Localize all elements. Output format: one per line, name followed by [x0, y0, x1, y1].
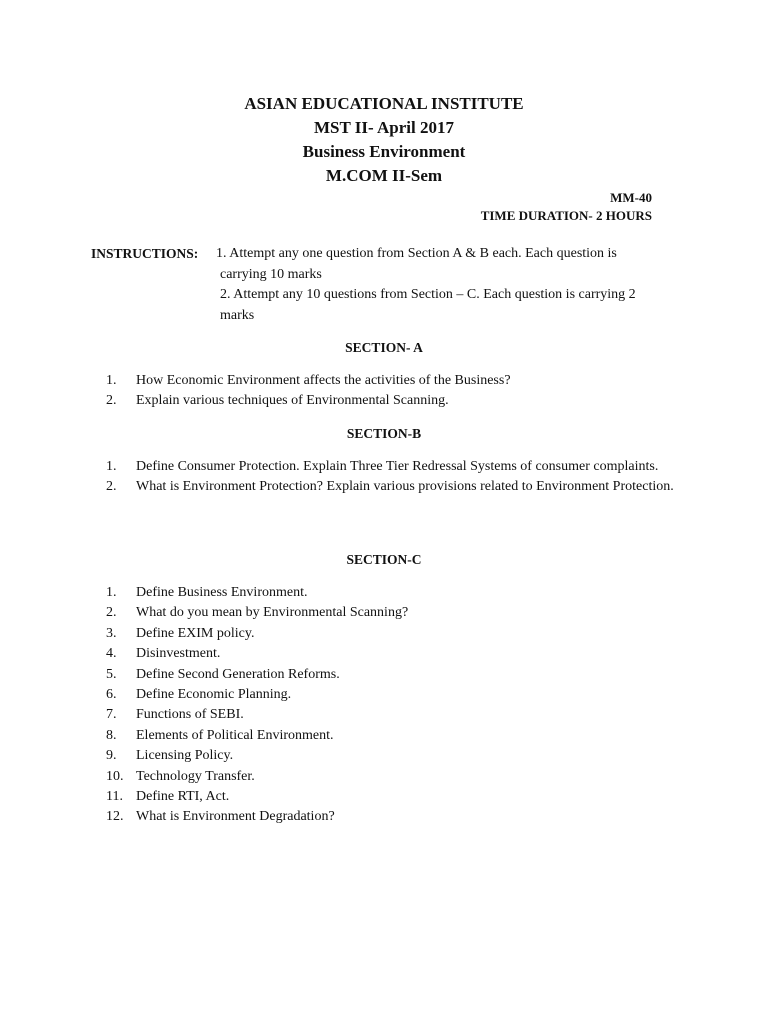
question-item [106, 787, 677, 807]
question-item [106, 603, 677, 623]
instruction-2: 2. Attempt any 10 questions from Section – C. Each question is carrying 2 marks [220, 287, 636, 323]
question-text: Technology Transfer. [136, 768, 255, 784]
question-text: Define Consumer Protection. Explain Three Tier Redressal Systems of consumer complaints. [136, 459, 659, 474]
exam-title: MST II- April 2017 [314, 118, 454, 137]
max-marks: MM-40 [610, 190, 652, 205]
question-item [106, 767, 677, 787]
question-item [106, 746, 677, 766]
question-number: 9. [106, 748, 117, 764]
question-number: 5. [106, 666, 117, 682]
institute-name: ASIAN EDUCATIONAL INSTITUTE [244, 94, 524, 113]
question-text: What is Environment Degradation? [136, 809, 335, 825]
question-number: 6. [106, 687, 117, 703]
question-number: 2. [106, 393, 117, 409]
question-item [106, 477, 677, 497]
question-text: Define EXIM policy. [136, 625, 255, 641]
section-a-heading: SECTION- A [345, 340, 423, 355]
question-number: 11. [106, 789, 123, 805]
question-text: Define Business Environment. [136, 585, 308, 600]
question-text: Functions of SEBI. [136, 707, 244, 723]
question-text: Define Second Generation Reforms. [136, 666, 340, 682]
course-title: M.COM II-Sem [325, 166, 443, 185]
question-number: 8. [106, 727, 117, 743]
question-number: 3. [106, 625, 117, 641]
question-number: 1. [106, 373, 117, 388]
question-number: 2. [106, 479, 117, 495]
question-number: 2. [106, 605, 117, 621]
question-item [106, 457, 677, 477]
instructions-label: INSTRUCTIONS: [91, 246, 199, 261]
question-item [106, 807, 677, 827]
question-number: 7. [106, 707, 117, 723]
section-c-heading: SECTION-C [346, 552, 422, 567]
question-item [106, 371, 677, 391]
question-number: 4. [106, 646, 117, 662]
question-item [106, 685, 677, 705]
section-c-questions [106, 583, 677, 828]
subject-title: Business Environment [302, 142, 466, 161]
question-text: What is Environment Protection? Explain various provisions related to Environment Protection. [136, 479, 674, 495]
question-number: 1. [106, 585, 117, 600]
question-text: Define Economic Planning. [136, 687, 292, 703]
question-text: Define RTI, Act. [136, 789, 230, 805]
question-text: Licensing Policy. [136, 748, 234, 764]
question-item [106, 583, 677, 603]
question-text: Explain various techniques of Environmental Scanning. [136, 393, 449, 409]
question-text: How Economic Environment affects the activities of the Business? [136, 373, 511, 388]
question-item [106, 705, 677, 725]
question-item [106, 644, 677, 664]
question-item [106, 391, 677, 411]
section-b-questions [106, 457, 677, 498]
question-number: 1. [106, 459, 117, 474]
instruction-1: 1. Attempt any one question from Section A & B each. Each question is carrying 10 marks [216, 246, 617, 282]
question-number: 12. [106, 809, 124, 825]
question-item [106, 624, 677, 644]
question-text: What do you mean by Environmental Scanning? [136, 605, 409, 621]
question-item [106, 665, 677, 685]
question-item [106, 726, 677, 746]
section-a-questions [106, 371, 677, 412]
question-text: Disinvestment. [136, 646, 221, 662]
question-text: Elements of Political Environment. [136, 727, 334, 743]
time-duration: TIME DURATION- 2 HOURS [480, 208, 652, 223]
question-number: 10. [106, 768, 124, 784]
section-b-heading: SECTION-B [346, 426, 422, 441]
